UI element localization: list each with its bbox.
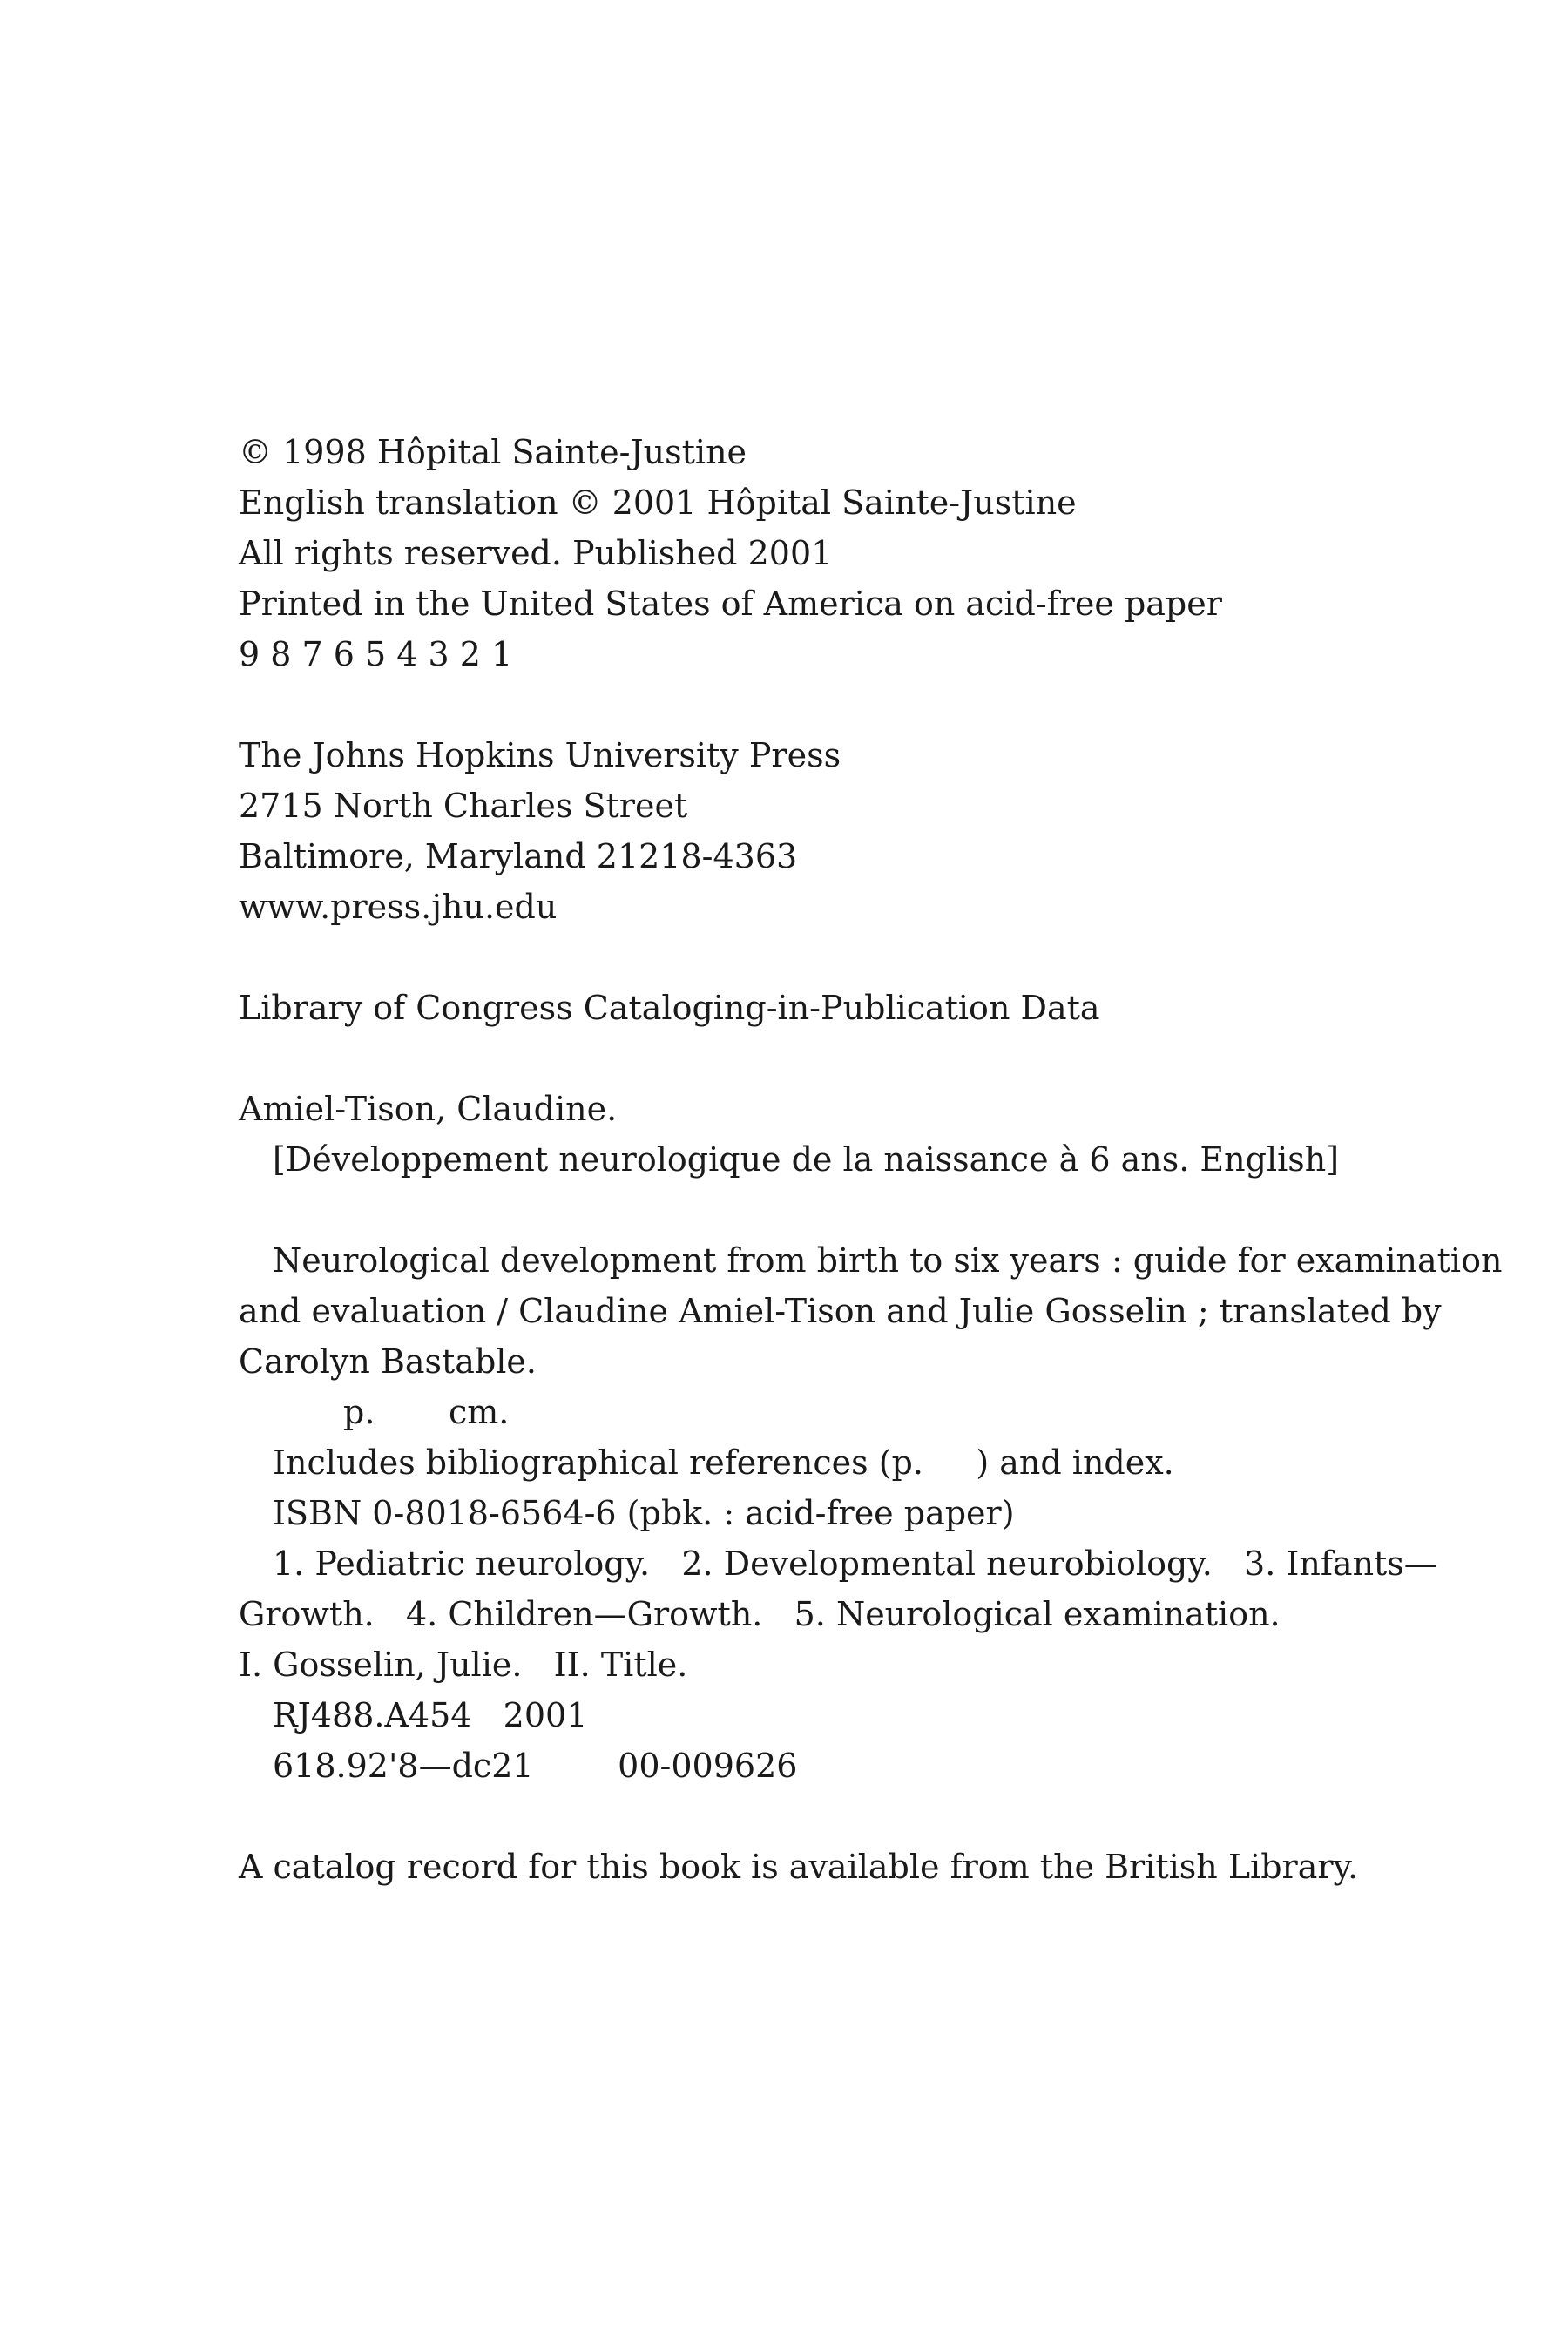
cip-physical-description: p. cm. xyxy=(343,1393,510,1431)
cip-lc-classification: RJ488.A454 2001 xyxy=(273,1696,588,1734)
cip-title-line2: and evaluation / Claudine Amiel-Tison and Julie Gosselin ; translated by xyxy=(239,1292,1442,1330)
cip-title-line3: Carolyn Bastable. xyxy=(239,1342,537,1381)
spacer xyxy=(239,679,1476,730)
copyright-block xyxy=(239,427,1476,679)
spacer xyxy=(239,1185,1476,1235)
spacer xyxy=(239,1033,1476,1084)
spacer xyxy=(239,932,1476,983)
copyright-line: © 1998 Hôpital Sainte-Justine xyxy=(239,433,747,471)
cip-subjects-line1: 1. Pediatric neurology. 2. Developmental neurobiology. 3. Infants— xyxy=(273,1544,1437,1583)
cip-added-entries: I. Gosselin, Julie. II. Title. xyxy=(239,1646,688,1684)
publisher-name: The Johns Hopkins University Press xyxy=(239,736,841,774)
cip-record xyxy=(239,1084,1503,1791)
cip-subjects-line2: Growth. 4. Children—Growth. 5. Neurological examination. xyxy=(239,1595,1281,1633)
publisher-city: Baltimore, Maryland 21218-4363 xyxy=(239,837,798,875)
publisher-website: www.press.jhu.edu xyxy=(239,888,558,926)
british-library-note: A catalog record for this book is available from the British Library. xyxy=(239,1848,1359,1886)
spacer xyxy=(239,1791,1476,1842)
cip-bibliography-note: Includes bibliographical references (p. ) and index. xyxy=(273,1443,1174,1482)
cip-isbn: ISBN 0-8018-6564-6 (pbk. : acid-free paper) xyxy=(273,1494,1015,1532)
publisher-block xyxy=(239,730,1476,932)
printing-number-line: 9 8 7 6 5 4 3 2 1 xyxy=(239,635,513,673)
cip-original-title: [Développement neurologique de la naissance à 6 ans. English] xyxy=(273,1140,1340,1179)
publisher-street: 2715 North Charles Street xyxy=(239,787,688,825)
printed-line: Printed in the United States of America on acid-free paper xyxy=(239,585,1222,623)
cip-author: Amiel-Tison, Claudine. xyxy=(239,1090,618,1128)
rights-line: All rights reserved. Published 2001 xyxy=(239,534,833,572)
copyright-page xyxy=(239,427,1503,1892)
translation-copyright-line: English translation © 2001 Hôpital Sainte-Justine xyxy=(239,483,1077,522)
cip-heading: Library of Congress Cataloging-in-Publication Data xyxy=(239,989,1100,1027)
cip-title-line1: Neurological development from birth to six years : guide for examination xyxy=(273,1241,1503,1280)
cip-dewey-and-lccn: 618.92'8—dc21 00-009626 xyxy=(273,1747,798,1785)
